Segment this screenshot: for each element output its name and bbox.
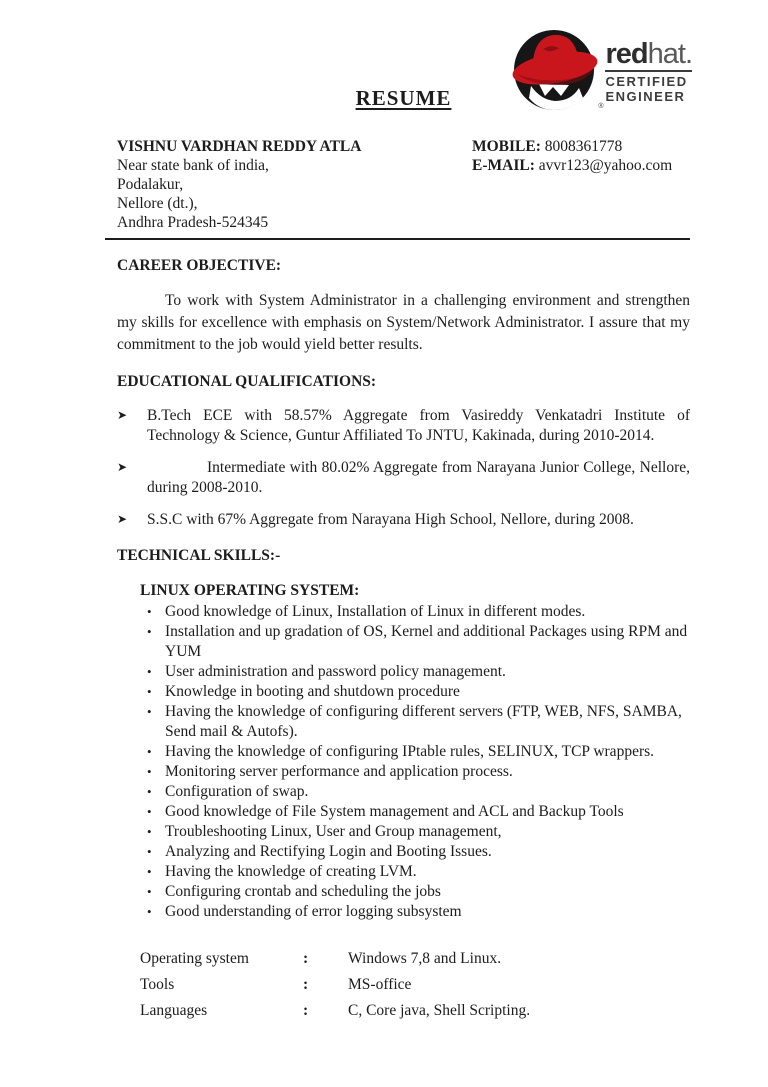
contact-details-block bbox=[472, 137, 690, 232]
bullet-icon: • bbox=[147, 784, 152, 799]
table-row bbox=[140, 1002, 690, 1019]
redhat-certified-engineer-logo bbox=[509, 24, 692, 114]
env-value: MS-office bbox=[348, 976, 412, 993]
address-line: Podalakur, bbox=[117, 176, 184, 193]
skill-text: Having the knowledge of creating LVM. bbox=[165, 863, 417, 880]
bullet-icon: • bbox=[147, 664, 152, 679]
skill-item bbox=[140, 682, 690, 702]
environment-table bbox=[140, 950, 690, 1019]
education-item bbox=[117, 406, 690, 446]
education-item-text: B.Tech ECE with 58.57% Aggregate from Vasireddy Venkatadri Institute of Technology & Science, Guntur Affiliated To JNTU, Kakinada, during 2010-2014. bbox=[147, 407, 690, 444]
arrow-bullet-icon: ➤ bbox=[117, 460, 128, 474]
skill-text: Configuration of swap. bbox=[165, 783, 309, 800]
address-line: Andhra Pradesh-524345 bbox=[117, 214, 269, 231]
engineer-label: ENGINEER bbox=[605, 88, 686, 104]
email-label: E-MAIL: bbox=[472, 157, 535, 174]
skill-text: Good knowledge of File System management and ACL and Backup Tools bbox=[165, 803, 624, 820]
arrow-bullet-icon: ➤ bbox=[117, 512, 128, 526]
skill-item bbox=[140, 802, 690, 822]
env-value: Windows 7,8 and Linux. bbox=[348, 950, 502, 967]
bullet-icon: • bbox=[147, 744, 152, 759]
skill-item bbox=[140, 602, 690, 622]
technical-skills-heading: TECHNICAL SKILLS:- bbox=[117, 547, 281, 564]
skill-item bbox=[140, 742, 690, 762]
education-heading: EDUCATIONAL QUALIFICATIONS: bbox=[117, 373, 377, 390]
wordmark-red: red bbox=[605, 38, 648, 70]
env-value: C, Core java, Shell Scripting. bbox=[348, 1002, 531, 1019]
skill-text: Good understanding of error logging subsystem bbox=[165, 903, 462, 920]
env-separator: : bbox=[303, 976, 309, 993]
env-label: Tools bbox=[140, 976, 175, 993]
skill-text: Knowledge in booting and shutdown procedure bbox=[165, 683, 460, 700]
bullet-icon: • bbox=[147, 804, 152, 819]
mobile-row bbox=[472, 137, 690, 156]
career-objective-text: To work with System Administrator in a challenging environment and strengthen my skills for excellence with emphasis on System/Network Administrator. I assure that my commitment to the job would yield better results. bbox=[117, 292, 690, 353]
skill-item bbox=[140, 702, 690, 742]
bullet-icon: • bbox=[147, 704, 152, 719]
arrow-bullet-icon: ➤ bbox=[117, 408, 128, 422]
env-separator: : bbox=[303, 1002, 309, 1019]
registered-trademark: ® bbox=[598, 103, 604, 110]
skill-item bbox=[140, 622, 690, 662]
skill-text: Configuring crontab and scheduling the jobs bbox=[165, 883, 441, 900]
header-divider bbox=[105, 238, 690, 240]
skill-text: Having the knowledge of configuring different servers (FTP, WEB, NFS, SAMBA, Send mail & Autofs). bbox=[165, 703, 682, 740]
bullet-icon: • bbox=[147, 764, 152, 779]
table-row bbox=[140, 950, 690, 967]
address-line: Nellore (dt.), bbox=[117, 195, 198, 212]
redhat-logo-text bbox=[605, 24, 692, 105]
certified-label: CERTIFIED bbox=[605, 74, 688, 89]
email-value: avvr123@yahoo.com bbox=[538, 157, 673, 174]
skill-item bbox=[140, 842, 690, 862]
contact-address-block bbox=[117, 137, 472, 232]
mobile-label: MOBILE: bbox=[472, 138, 541, 155]
skill-text: User administration and password policy management. bbox=[165, 663, 506, 680]
bullet-icon: • bbox=[147, 684, 152, 699]
skill-text: Monitoring server performance and application process. bbox=[165, 763, 513, 780]
table-row bbox=[140, 976, 690, 993]
mobile-value: 8008361778 bbox=[544, 138, 623, 155]
page-title: RESUME bbox=[355, 86, 452, 110]
redhat-shadowman-icon bbox=[509, 24, 604, 114]
skill-item bbox=[140, 782, 690, 802]
skill-text: Troubleshooting Linux, User and Group management, bbox=[165, 823, 502, 840]
env-label: Operating system bbox=[140, 950, 249, 967]
skill-item bbox=[140, 902, 690, 922]
address-line: Near state bank of india, bbox=[117, 157, 269, 174]
education-item-text: Intermediate with 80.02% Aggregate from Narayana Junior College, Nellore, during 2008-2010. bbox=[147, 459, 690, 496]
bullet-icon: • bbox=[147, 844, 152, 859]
education-item bbox=[117, 458, 690, 498]
skill-text: Analyzing and Rectifying Login and Booting Issues. bbox=[165, 843, 492, 860]
bullet-icon: • bbox=[147, 904, 152, 919]
skill-item bbox=[140, 662, 690, 682]
education-item-text: S.S.C with 67% Aggregate from Narayana High School, Nellore, during 2008. bbox=[147, 511, 634, 528]
skill-text: Installation and up gradation of OS, Kernel and additional Packages using RPM and YUM bbox=[165, 623, 688, 660]
bullet-icon: • bbox=[147, 864, 152, 879]
skill-item bbox=[140, 822, 690, 842]
redhat-wordmark bbox=[605, 40, 692, 72]
education-list bbox=[117, 406, 690, 530]
email-row bbox=[472, 156, 690, 175]
wordmark-hat: hat. bbox=[647, 38, 692, 70]
bullet-icon: • bbox=[147, 824, 152, 839]
skills-list bbox=[140, 602, 690, 922]
candidate-name: VISHNU VARDHAN REDDY ATLA bbox=[117, 138, 362, 155]
skill-text: Good knowledge of Linux, Installation of Linux in different modes. bbox=[165, 603, 586, 620]
linux-os-subheading: LINUX OPERATING SYSTEM: bbox=[140, 582, 360, 599]
skill-item bbox=[140, 882, 690, 902]
bullet-icon: • bbox=[147, 884, 152, 899]
career-objective-heading: CAREER OBJECTIVE: bbox=[117, 257, 282, 274]
skill-item bbox=[140, 762, 690, 782]
contact-header bbox=[117, 137, 690, 232]
env-label: Languages bbox=[140, 1002, 208, 1019]
bullet-icon: • bbox=[147, 604, 152, 619]
skill-item bbox=[140, 862, 690, 882]
bullet-icon: • bbox=[147, 624, 152, 639]
skill-text: Having the knowledge of configuring IPtable rules, SELINUX, TCP wrappers. bbox=[165, 743, 655, 760]
education-item bbox=[117, 510, 690, 530]
env-separator: : bbox=[303, 950, 309, 967]
